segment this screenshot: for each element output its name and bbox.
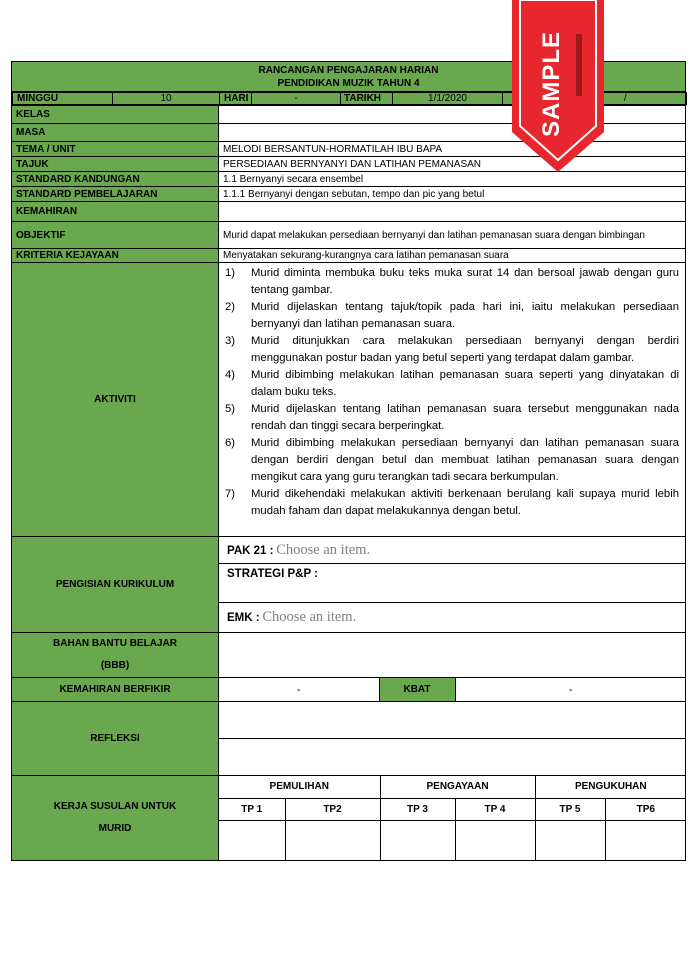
title-line-1: RANCANGAN PENGAJARAN HARIAN — [258, 64, 439, 76]
standard-pembelajaran-label: STANDARD PEMBELAJARAN — [12, 187, 219, 202]
tema-value: MELODI BERSANTUN-HORMATILAH IBU BAPA — [219, 142, 686, 157]
kriteria-label: KRITERIA KEJAYAAN — [12, 249, 219, 263]
pak21-label: PAK 21 : — [227, 544, 274, 557]
aktiviti-item: 5) Murid dijelaskan tentang latihan pemanasan suara tersebut menggunakan nada rendah dan tinggi secara berperingkat. — [225, 403, 680, 432]
pengisian-kurikulum-label: PENGISIAN KURIKULUM — [12, 537, 219, 633]
kbat-label: KBAT — [379, 678, 455, 701]
tp-cell[interactable] — [285, 820, 380, 860]
tp-header: TP 3 — [380, 798, 455, 820]
objektif-label: OBJEKTIF — [12, 222, 219, 249]
standard-kandungan-label: STANDARD KANDUNGAN — [12, 172, 219, 187]
tp-header: TP2 — [285, 798, 380, 820]
bbb-label-line-2: (BBB) — [100, 660, 130, 671]
tajuk-value: PERSEDIAAN BERNYANYI DAN LATIHAN PEMANASAN — [219, 157, 686, 172]
tarikh-value: 1/1/2020 — [393, 93, 503, 105]
pak21-cell — [219, 537, 686, 564]
strategi-label: STRATEGI P&P : — [227, 568, 318, 580]
masa-value[interactable] — [219, 124, 686, 142]
minggu-label: MINGGU — [13, 93, 113, 105]
minggu-value: 10 — [113, 93, 220, 105]
emk-cell — [219, 603, 686, 633]
bbb-label — [12, 633, 219, 678]
sample-badge — [512, 0, 604, 172]
rph-document — [11, 61, 685, 861]
aktiviti-item: 7) Murid dikehendaki melakukan aktiviti berkenaan berulang kali supaya murid lebih mudah faham dan dapat melakukannya dengan betul. — [225, 488, 680, 517]
hari-label: HARI — [220, 93, 252, 105]
tp-header: TP6 — [605, 798, 686, 820]
tp-header: TP 1 — [219, 798, 285, 820]
kriteria-value: Menyatakan sekurang-kurangnya cara latihan pemanasan suara — [219, 249, 686, 263]
tp-cell[interactable] — [219, 820, 285, 860]
aktiviti-label: AKTIVITI — [12, 263, 219, 537]
refleksi-label: REFLEKSI — [12, 702, 219, 776]
masa-partial-value: / — [623, 93, 627, 104]
strategi-cell — [219, 564, 686, 603]
rph-table — [11, 61, 686, 861]
aktiviti-item: 1) Murid diminta membuka buku teks muka surat 14 dan bersoal jawab dengan guru tentang gambar. — [225, 267, 680, 296]
berfikir-row — [219, 678, 686, 701]
aktiviti-cell — [219, 263, 686, 537]
tp-cell[interactable] — [380, 820, 455, 860]
tp-cell[interactable] — [605, 820, 686, 860]
masa-label: MASA — [12, 124, 219, 142]
kerja-susulan-line-2: MURID — [98, 823, 132, 834]
sample-badge-text: SAMPLE — [538, 30, 565, 138]
tp-cell[interactable] — [535, 820, 605, 860]
kerja-susulan-line-1: KERJA SUSULAN UNTUK — [53, 801, 177, 812]
pengukuhan-header: PENGUKUHAN — [535, 776, 686, 798]
emk-select[interactable]: Choose an item. — [262, 609, 357, 625]
hari-value: - — [252, 93, 341, 105]
kelas-value[interactable] — [219, 106, 686, 124]
bbb-label-line-1: BAHAN BANTU BELAJAR — [53, 638, 177, 649]
aktiviti-item: 6) Murid dibimbing melakukan persediaan bernyanyi dan latihan pemanasan suara dengan berdiri dengan betul dan membuat latihan pemanasan suara dengan mengikut cara yang guru terangkan tadi secara berkumpulan. — [225, 437, 680, 483]
pak21-select[interactable]: Choose an item. — [276, 541, 371, 558]
title-line-2: PENDIDIKAN MUZIK TAHUN 4 — [277, 77, 420, 89]
kemahiran-value[interactable] — [219, 202, 686, 222]
kemahiran-label: KEMAHIRAN — [12, 202, 219, 222]
tema-label: TEMA / UNIT — [12, 142, 219, 157]
tarikh-label: TARIKH — [341, 93, 393, 105]
tp-header: TP 5 — [535, 798, 605, 820]
pengayaan-header: PENGAYAAN — [380, 776, 535, 798]
aktiviti-item: 3) Murid ditunjukkan cara melakukan persediaan bernyanyi dengan berdiri menggunakan postur badan yang betul seperti yang terdapat dalam gambar. — [225, 335, 680, 364]
aktiviti-item: 2) Murid dijelaskan tentang tajuk/topik pada hari ini, iaitu melakukan persediaan bernyanyi dan latihan pemanasan suara. — [225, 301, 680, 330]
standard-kandungan-value: 1.1 Bernyanyi secara ensembel — [219, 172, 686, 187]
refleksi-line-2[interactable] — [219, 739, 686, 776]
standard-pembelajaran-value: 1.1.1 Bernyanyi dengan sebutan, tempo dan pic yang betul — [219, 187, 686, 202]
objektif-value: Murid dapat melakukan persediaan bernyanyi dan latihan pemanasan suara dengan bimbingan — [219, 222, 686, 249]
pemulihan-header: PEMULIHAN — [219, 776, 380, 798]
susulan-grid — [219, 776, 686, 860]
emk-label: EMK : — [227, 612, 260, 624]
bbb-value[interactable] — [219, 633, 686, 678]
tp-header: TP 4 — [455, 798, 535, 820]
refleksi-line-1[interactable] — [219, 702, 686, 739]
tajuk-label: TAJUK — [12, 157, 219, 172]
kemahiran-berfikir-value: - — [219, 678, 379, 701]
aktiviti-item: 4) Murid dibimbing melakukan latihan pemanasan suara seperti yang dinyatakan di dalam buku teks. — [225, 369, 680, 398]
aktiviti-list — [225, 265, 679, 520]
kbat-value: - — [455, 678, 686, 701]
tp-cell[interactable] — [455, 820, 535, 860]
kerja-susulan-label — [12, 776, 219, 861]
kelas-label: KELAS — [12, 106, 219, 124]
kemahiran-berfikir-label: KEMAHIRAN BERFIKIR — [12, 678, 219, 702]
